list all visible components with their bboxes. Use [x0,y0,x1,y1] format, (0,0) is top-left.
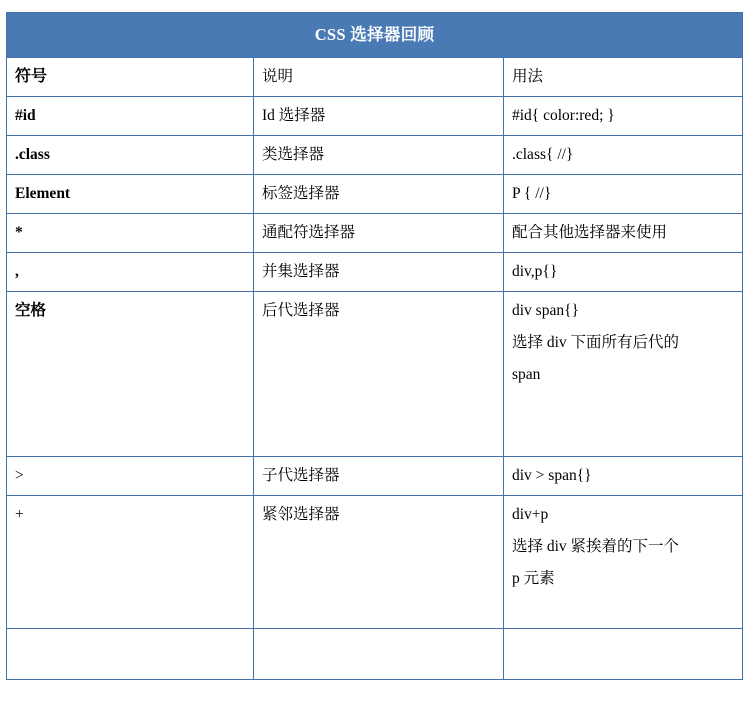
cell-symbol: * [7,214,254,253]
usage-line: span [512,366,541,384]
table-header-row [7,57,743,97]
column-header-description: 说明 [254,57,504,97]
usage-line: .class{ //} [512,146,574,164]
cell-description: 通配符选择器 [254,214,504,253]
table-row [7,457,743,496]
table-row [7,136,743,175]
cell-usage [504,496,743,629]
cell-symbol: #id [7,97,254,136]
table-row [7,629,743,680]
table-row [7,214,743,253]
cell-usage [504,136,743,175]
cell-symbol: + [7,496,254,629]
cell-usage [504,214,743,253]
cell-usage [504,457,743,496]
usage-line: 选择 div 紧挨着的下一个 [512,538,680,556]
usage-line: div,p{} [512,263,558,281]
table-title: CSS 选择器回顾 [7,13,743,58]
cell-description: Id 选择器 [254,97,504,136]
cell-description: 后代选择器 [254,292,504,457]
usage-line: 配合其他选择器来使用 [512,224,668,242]
cell-usage [504,175,743,214]
cell-symbol: .class [7,136,254,175]
cell-usage [504,253,743,292]
table-row [7,97,743,136]
cell-symbol: 空格 [7,292,254,457]
usage-line: div span{} [512,302,579,320]
usage-line: #id{ color:red; } [512,107,615,125]
table-row [7,175,743,214]
table-row [7,496,743,629]
cell-symbol: > [7,457,254,496]
cell-usage [504,629,743,680]
table-row [7,253,743,292]
cell-usage [504,97,743,136]
cell-description: 紧邻选择器 [254,496,504,629]
table-row [7,292,743,457]
table-title-row [7,13,743,58]
cell-description: 标签选择器 [254,175,504,214]
usage-line: p 元素 [512,570,555,588]
cell-description: 子代选择器 [254,457,504,496]
cell-symbol [7,629,254,680]
cell-usage [504,292,743,457]
cell-description [254,629,504,680]
usage-line: P { //} [512,185,552,203]
usage-line: 选择 div 下面所有后代的 [512,334,680,352]
column-header-symbol: 符号 [7,57,254,97]
cell-symbol: , [7,253,254,292]
cell-description: 类选择器 [254,136,504,175]
css-selectors-table [6,12,743,680]
column-header-usage: 用法 [504,57,743,97]
cell-symbol: Element [7,175,254,214]
cell-description: 并集选择器 [254,253,504,292]
usage-line: div > span{} [512,467,592,485]
usage-line: div+p [512,506,549,524]
